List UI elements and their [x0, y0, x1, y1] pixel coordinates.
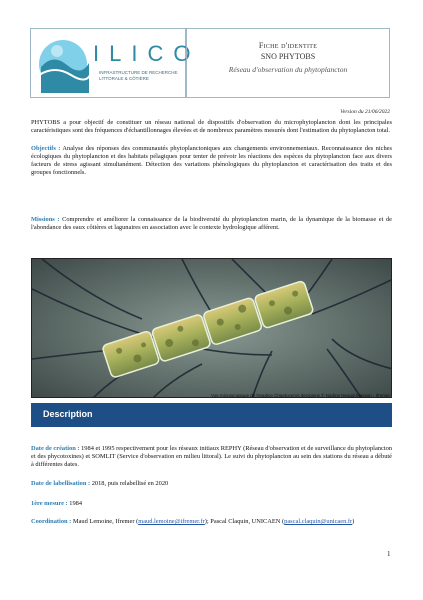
ilico-logo: [30, 28, 201, 98]
version-date: Version du 21/06/2022: [340, 109, 390, 115]
intro-paragraph: PHYTOBS a pour objectif de constituer un réseau national de dispositifs d'observation du microphytoplancton dont les principales caractéristiques sont des fréquences d'échantillonnages élevées et de nombreux paramètres mesurés dont l'estimation du phytoplancton total.: [31, 119, 392, 135]
email-link-claquin[interactable]: pascal.claquin@unicaen.fr: [284, 518, 353, 525]
microscope-photo: [31, 258, 392, 398]
creation-label: Date de création :: [31, 445, 80, 452]
creation-paragraph: [31, 445, 392, 469]
sheet-type: Fiche d'identite: [258, 41, 318, 50]
labellisation-label: Date de labellisation :: [31, 480, 91, 487]
creation-text: 1984 et 1995 respectivement pour les réseaux initiaux REPHY (Réseau d'observation et de surveillance du phytoplancton et des phycotoxines) et SOMLIT (Service d'observation en milieu littoral). Le suivi du phytoplancton au sein des stations du réseau a débuté à différentes dates.: [31, 445, 392, 469]
coordinator-1: Maud Lemoine, Ifremer (: [71, 518, 139, 525]
objectifs-text: Analyse des réponses des communautés phytoplanctoniques aux changements environnementaux. Reconnaissance des niches écologiques du phytoplancton et des habitats pélagiques pour tenter de prévoir les réactions des espèces du phytoplancton face aux divers facteurs de stress agissant simultanément. Détection des variations phénologiques du phytoplancton et caractérisation des traits et des groupes fonctionnels.: [31, 145, 392, 177]
sheet-subtitle: Réseau d'observation du phytoplancton: [228, 65, 348, 74]
page-number: 1: [387, 550, 391, 558]
mesure-text: 1984: [67, 500, 83, 507]
mesure-paragraph: [31, 500, 392, 508]
logo-wave-icon: [37, 35, 91, 93]
phytoplankton-image: [32, 259, 392, 398]
coordination-label: Coordination :: [31, 518, 72, 525]
logo-subtitle: INFRASTRUCTURE DE RECHERCHE LITTORALE & CÔTIÈRE: [99, 70, 178, 81]
description-section-bar: [31, 403, 392, 427]
missions-paragraph: [31, 216, 392, 232]
photo-caption: Vue microscopique de l'espèce Chaetoceros decipiens © Nadine Neaud-Masson - Ifremer: [210, 393, 390, 398]
coordination-paragraph: [31, 518, 392, 526]
logo-text: ILICO: [93, 41, 201, 66]
title-block: [186, 28, 390, 98]
missions-label: Missions :: [31, 216, 60, 223]
labellisation-paragraph: [31, 480, 392, 488]
mesure-label: 1ère mesure :: [31, 500, 68, 507]
document-header: [30, 28, 390, 98]
coordination-end: ): [352, 518, 355, 525]
objectifs-paragraph: [31, 145, 392, 177]
labellisation-text: 2018, puis relabellisé en 2020: [90, 480, 169, 487]
email-link-lemoine[interactable]: maud.lemoine@ifremer.fr: [138, 518, 205, 525]
section-title: Description: [43, 409, 93, 419]
missions-text: Comprendre et améliorer la connaissance de la biodiversité du phytoplancton marin, de la dynamique de la biomasse et de l'abondance des eaux côtières et lagunaires en association avec le contexte hydrologique afférent.: [31, 216, 392, 232]
coordinator-2: ); Pascal Claquin, UNICAEN (: [204, 518, 285, 525]
objectifs-label: Objectifs :: [31, 145, 61, 152]
sheet-title: SNO PHYTOBS: [260, 52, 316, 61]
